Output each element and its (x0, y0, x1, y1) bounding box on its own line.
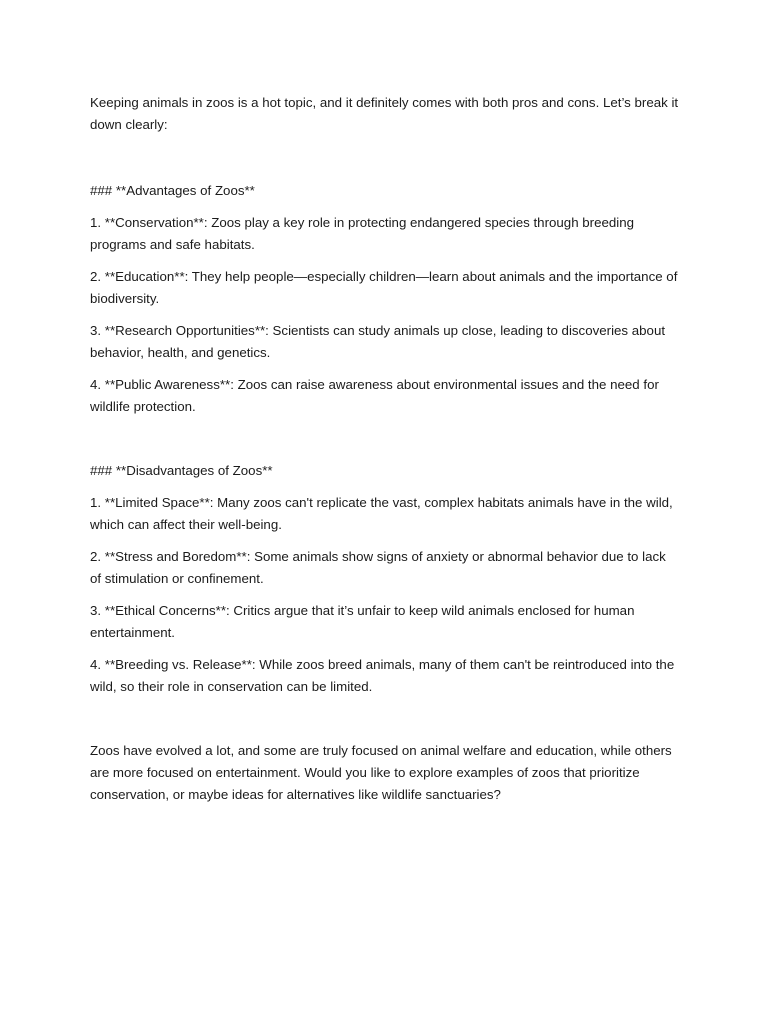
disadvantage-item: 4. **Breeding vs. Release**: While zoos breed animals, many of them can't be reintroduced into the wild, so their role in conservation can be limited. (90, 657, 675, 694)
intro-paragraph: Keeping animals in zoos is a hot topic, and it definitely comes with both pros and cons. Let’s break it down clearly: (90, 95, 679, 132)
disadvantage-item: 1. **Limited Space**: Many zoos can't replicate the vast, complex habitats animals have in the wild, which can affect their well-being. (90, 495, 673, 532)
closing-paragraph: Zoos have evolved a lot, and some are truly focused on animal welfare and education, while others are more focused on entertainment. Would you like to explore examples of zoos that prioritize conservation, or maybe ideas for alternatives like wildlife sanctuaries? (90, 743, 672, 802)
advantage-item: 1. **Conservation**: Zoos play a key role in protecting endangered species through breeding programs and safe habitats. (90, 215, 635, 252)
disadvantage-item: 3. **Ethical Concerns**: Critics argue that it’s unfair to keep wild animals enclosed for human entertainment. (90, 603, 635, 640)
advantage-item: 2. **Education**: They help people—especially children—learn about animals and the importance of biodiversity. (90, 269, 678, 306)
advantage-item: 4. **Public Awareness**: Zoos can raise awareness about environmental issues and the need for wildlife protection. (90, 377, 659, 414)
document-body (90, 92, 680, 806)
advantages-heading: ### **Advantages of Zoos** (90, 183, 255, 198)
advantage-item: 3. **Research Opportunities**: Scientists can study animals up close, leading to discoveries about behavior, health, and genetics. (90, 323, 666, 360)
disadvantages-heading: ### **Disadvantages of Zoos** (90, 463, 273, 478)
disadvantage-item: 2. **Stress and Boredom**: Some animals show signs of anxiety or abnormal behavior due to lack of stimulation or confinement. (90, 549, 666, 586)
